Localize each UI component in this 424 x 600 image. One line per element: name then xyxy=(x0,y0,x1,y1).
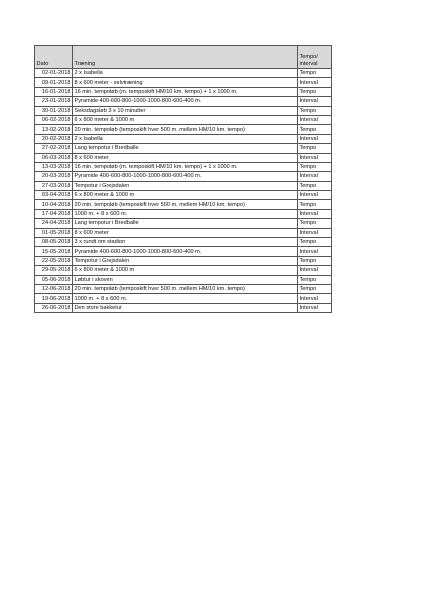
row-type: Tempo xyxy=(298,256,332,265)
row-training: 20 min. tempoløb (temposkift hver 500 m. mellem HM/10 km. tempo) xyxy=(73,284,298,293)
row-type: Tempo xyxy=(298,144,332,153)
row-type: Interval xyxy=(298,134,332,143)
row-date: 29-05-2018 xyxy=(35,266,73,275)
row-training: 1000 m. + 8 x 600 m. xyxy=(73,209,298,218)
row-date: 05-06-2018 xyxy=(35,275,73,284)
table-row xyxy=(35,294,332,303)
row-type: Interval xyxy=(298,209,332,218)
row-training: 8 x 600 meter - selvtræning xyxy=(73,78,298,87)
row-date: 02-01-2018 xyxy=(35,69,73,78)
row-training: 8 x 600 meter xyxy=(73,153,298,162)
row-type: Interval xyxy=(298,247,332,256)
table-row xyxy=(35,69,332,78)
row-training: 16 min. tempoløb (m. temposkift HM/10 km. tempo) + 1 x 1000 m. xyxy=(73,87,298,96)
row-training: Seksdagsløb 3 x 10 minutter xyxy=(73,106,298,115)
row-date: 27-02-2018 xyxy=(35,144,73,153)
row-training: 3 x rundt om stadion xyxy=(73,238,298,247)
row-type: Tempo xyxy=(298,181,332,190)
row-type: Interval xyxy=(298,78,332,87)
row-training: Tempotur i Grejsdalen xyxy=(73,181,298,190)
row-date: 17-04-2018 xyxy=(35,209,73,218)
row-date: 22-05-2018 xyxy=(35,256,73,265)
header-row xyxy=(35,46,332,69)
row-date: 27-03-2018 xyxy=(35,181,73,190)
row-date: 06-03-2018 xyxy=(35,153,73,162)
row-type: Interval xyxy=(298,303,332,312)
table-row xyxy=(35,144,332,153)
row-type: Tempo xyxy=(298,200,332,209)
row-training: Pyramide 400-600-800-1000-1000-800-600-400 m. xyxy=(73,247,298,256)
row-type: Tempo xyxy=(298,69,332,78)
table-body xyxy=(35,69,332,313)
row-date: 13-02-2018 xyxy=(35,125,73,134)
row-date: 09-01-2018 xyxy=(35,78,73,87)
row-training: 20 min. tempoløb (temposkift hver 500 m. mellem HM/10 km. tempo) xyxy=(73,125,298,134)
row-date: 01-05-2018 xyxy=(35,228,73,237)
row-training: 6 x 800 meter & 1000 m xyxy=(73,266,298,275)
table-row xyxy=(35,303,332,312)
row-type: Interval xyxy=(298,228,332,237)
table-row xyxy=(35,200,332,209)
header-training: Træning xyxy=(73,46,298,69)
table-row xyxy=(35,228,332,237)
row-training: 20 min. tempoløb (temposkift hver 500 m. mellem HM/10 km. tempo) xyxy=(73,200,298,209)
table-row xyxy=(35,162,332,171)
row-date: 23-01-2018 xyxy=(35,97,73,106)
row-date: 16-01-2018 xyxy=(35,87,73,96)
row-training: Lang tempotur i Bredballe xyxy=(73,144,298,153)
table-row xyxy=(35,134,332,143)
table-row xyxy=(35,172,332,181)
table-row xyxy=(35,247,332,256)
row-date: 03-04-2018 xyxy=(35,191,73,200)
row-training: Pyramide 400-600-800-1000-1000-800-600-400 m. xyxy=(73,97,298,106)
table-row xyxy=(35,181,332,190)
row-type: Interval xyxy=(298,153,332,162)
row-type: Interval xyxy=(298,115,332,124)
row-date: 12-06-2018 xyxy=(35,284,73,293)
table-row xyxy=(35,275,332,284)
row-type: Tempo xyxy=(298,238,332,247)
row-date: 30-01-2018 xyxy=(35,106,73,115)
row-type: Tempo xyxy=(298,284,332,293)
row-training: Tempotur i Grejsdalen xyxy=(73,256,298,265)
table-row xyxy=(35,266,332,275)
row-type: Tempo xyxy=(298,162,332,171)
table-row xyxy=(35,238,332,247)
table-row xyxy=(35,87,332,96)
row-training: 6 x 800 meter & 1000 m xyxy=(73,191,298,200)
row-type: Tempo xyxy=(298,219,332,228)
table-row xyxy=(35,78,332,87)
table-row xyxy=(35,97,332,106)
row-training: 8 x 600 meter xyxy=(73,228,298,237)
row-date: 20-02-2018 xyxy=(35,134,73,143)
row-type: Tempo xyxy=(298,106,332,115)
table-row xyxy=(35,256,332,265)
row-type: Tempo xyxy=(298,275,332,284)
row-date: 06-02-2018 xyxy=(35,115,73,124)
row-date: 15-05-2018 xyxy=(35,247,73,256)
row-date: 26-06-2018 xyxy=(35,303,73,312)
row-training: 2 x Isabella xyxy=(73,69,298,78)
row-type: Interval xyxy=(298,172,332,181)
row-date: 19-06-2018 xyxy=(35,294,73,303)
table-row xyxy=(35,219,332,228)
row-training: 1000 m. + 8 x 600 m. xyxy=(73,294,298,303)
table-row xyxy=(35,191,332,200)
header-type: Tempo/ interval xyxy=(298,46,332,69)
row-type: Tempo xyxy=(298,125,332,134)
row-type: Interval xyxy=(298,294,332,303)
row-date: 13-03-2018 xyxy=(35,162,73,171)
row-date: 10-04-2018 xyxy=(35,200,73,209)
row-type: Interval xyxy=(298,266,332,275)
table-row xyxy=(35,106,332,115)
row-training: 16 min. tempoløb (m. temposkift HM/10 km. tempo) + 1 x 1000 m. xyxy=(73,162,298,171)
row-type: Tempo xyxy=(298,87,332,96)
row-type: Interval xyxy=(298,191,332,200)
row-training: 2 x Isabella xyxy=(73,134,298,143)
row-date: 08-05-2018 xyxy=(35,238,73,247)
table-row xyxy=(35,115,332,124)
row-training: Løbtur i skoven xyxy=(73,275,298,284)
table-row xyxy=(35,125,332,134)
training-schedule-table xyxy=(34,45,332,313)
header-date: Dato xyxy=(35,46,73,69)
table-row xyxy=(35,209,332,218)
row-training: 6 x 800 meter & 1000 m xyxy=(73,115,298,124)
table-row xyxy=(35,284,332,293)
row-training: Den store bakketur xyxy=(73,303,298,312)
row-type: Interval xyxy=(298,97,332,106)
table-row xyxy=(35,153,332,162)
row-date: 20-03-2018 xyxy=(35,172,73,181)
row-training: Pyramide 400-600-800-1000-1000-800-600-400 m. xyxy=(73,172,298,181)
row-training: Lang tempotur i Bredballe xyxy=(73,219,298,228)
row-date: 24-04-2018 xyxy=(35,219,73,228)
